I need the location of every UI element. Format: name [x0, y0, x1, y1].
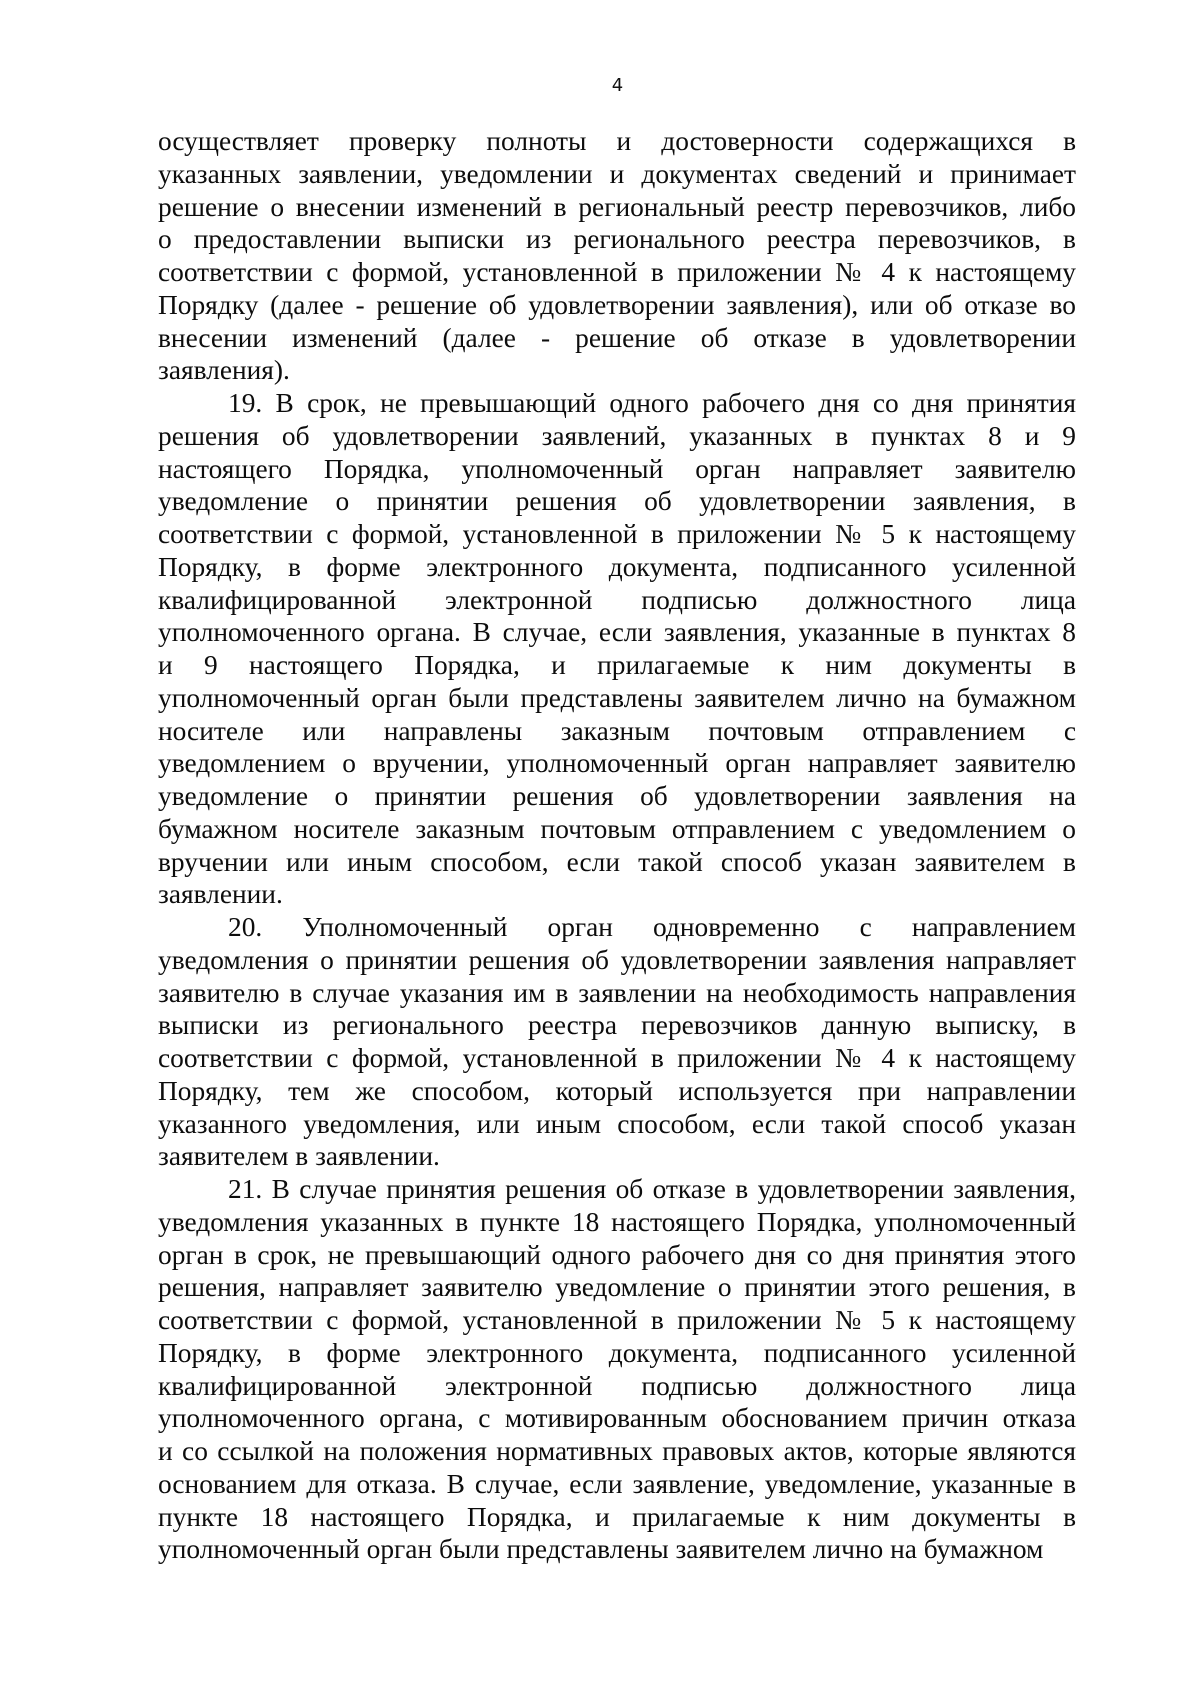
text-line: пункте 18 настоящего Порядка, и прилагаемые к ним документы в: [158, 1501, 1076, 1532]
text-line: уведомление о принятии решения об удовлетворении заявления на: [158, 781, 1076, 811]
text-line: заявителем в заявлении.: [158, 1141, 440, 1172]
text-line: Порядку (далее - решение об удовлетворении заявления), или об отказе во: [158, 289, 1076, 320]
paragraph: [158, 1173, 1076, 1566]
text-line: уполномоченного органа. В случае, если заявления, указанные в пунктах 8: [158, 617, 1076, 648]
text-line: решения, направляет заявителю уведомление о принятии этого решения, в: [158, 1272, 1076, 1303]
text-line: осуществляет проверку полноты и достоверности содержащихся в: [158, 126, 1076, 156]
text-line: квалифицированной электронной подписью должностного лица: [158, 1370, 1076, 1401]
text-line: Порядку, тем же способом, который используется при направлении: [158, 1075, 1076, 1106]
text-line: уполномоченного органа, с мотивированным обоснованием причин отказа: [158, 1403, 1076, 1434]
text-line: указанного уведомления, или иным способом, если такой способ указан: [158, 1108, 1076, 1139]
text-line: уполномоченный орган были представлены заявителем лично на бумажном: [158, 682, 1076, 713]
text-line: заявления).: [158, 355, 290, 386]
text-line: решения об удовлетворении заявлений, указанных в пунктах 8 и 9: [158, 420, 1076, 451]
text-line: бумажном носителе заказным почтовым отправлением с уведомлением о: [158, 813, 1076, 844]
text-line: соответствии с формой, установленной в приложении № 5 к настоящему: [158, 1305, 1076, 1335]
text-line: и со ссылкой на положения нормативных правовых актов, которые являются: [158, 1436, 1076, 1466]
text-line: и 9 настоящего Порядка, и прилагаемые к ним документы в: [158, 650, 1076, 680]
text-line: основанием для отказа. В случае, если заявление, уведомление, указанные в: [158, 1468, 1076, 1499]
text-line: носителе или направлены заказным почтовым отправлением с: [158, 715, 1076, 746]
text-line: уведомления указанных в пункте 18 настоящего Порядка, уполномоченный: [158, 1206, 1076, 1237]
text-line: заявлении.: [158, 879, 283, 910]
paragraph: [158, 125, 1076, 387]
document-body: [158, 125, 1076, 1566]
text-line: 19. В срок, не превышающий одного рабочего дня со дня принятия: [228, 388, 1076, 418]
text-line: решение о внесении изменений в региональный реестр перевозчиков, либо: [158, 191, 1076, 222]
text-line: уполномоченный орган были представлены заявителем лично на бумажном: [158, 1534, 1044, 1565]
paragraph: [158, 387, 1076, 911]
text-line: соответствии с формой, установленной в приложении № 4 к настоящему: [158, 257, 1076, 287]
text-line: Порядку, в форме электронного документа, подписанного усиленной: [158, 551, 1076, 582]
text-line: соответствии с формой, установленной в приложении № 5 к настоящему: [158, 519, 1076, 549]
text-line: Порядку, в форме электронного документа, подписанного усиленной: [158, 1337, 1076, 1368]
text-line: настоящего Порядка, уполномоченный орган направляет заявителю: [158, 453, 1076, 484]
paragraph: [158, 911, 1076, 1173]
text-line: вручении или иным способом, если такой способ указан заявителем в: [158, 846, 1076, 877]
text-line: уведомления о принятии решения об удовлетворении заявления направляет: [158, 944, 1076, 975]
text-line: 21. В случае принятия решения об отказе в удовлетворении заявления,: [228, 1174, 1076, 1204]
text-line: соответствии с формой, установленной в приложении № 4 к настоящему: [158, 1043, 1076, 1073]
text-line: уведомление о принятии решения об удовлетворении заявления, в: [158, 486, 1076, 517]
text-line: орган в срок, не превышающий одного рабочего дня со дня принятия этого: [158, 1239, 1076, 1270]
text-line: уведомлением о вручении, уполномоченный орган направляет заявителю: [158, 748, 1076, 779]
text-line: 20. Уполномоченный орган одновременно с направлением: [228, 912, 1076, 942]
page-number: 4: [611, 75, 624, 96]
text-line: указанных заявлении, уведомлении и документах сведений и принимает: [158, 158, 1076, 189]
text-line: заявителю в случае указания им в заявлении на необходимость направления: [158, 977, 1076, 1008]
text-line: выписки из регионального реестра перевозчиков данную выписку, в: [158, 1010, 1076, 1041]
text-line: внесении изменений (далее - решение об отказе в удовлетворении: [158, 322, 1076, 353]
text-line: о предоставлении выписки из регионального реестра перевозчиков, в: [158, 224, 1076, 255]
text-line: квалифицированной электронной подписью должностного лица: [158, 584, 1076, 615]
